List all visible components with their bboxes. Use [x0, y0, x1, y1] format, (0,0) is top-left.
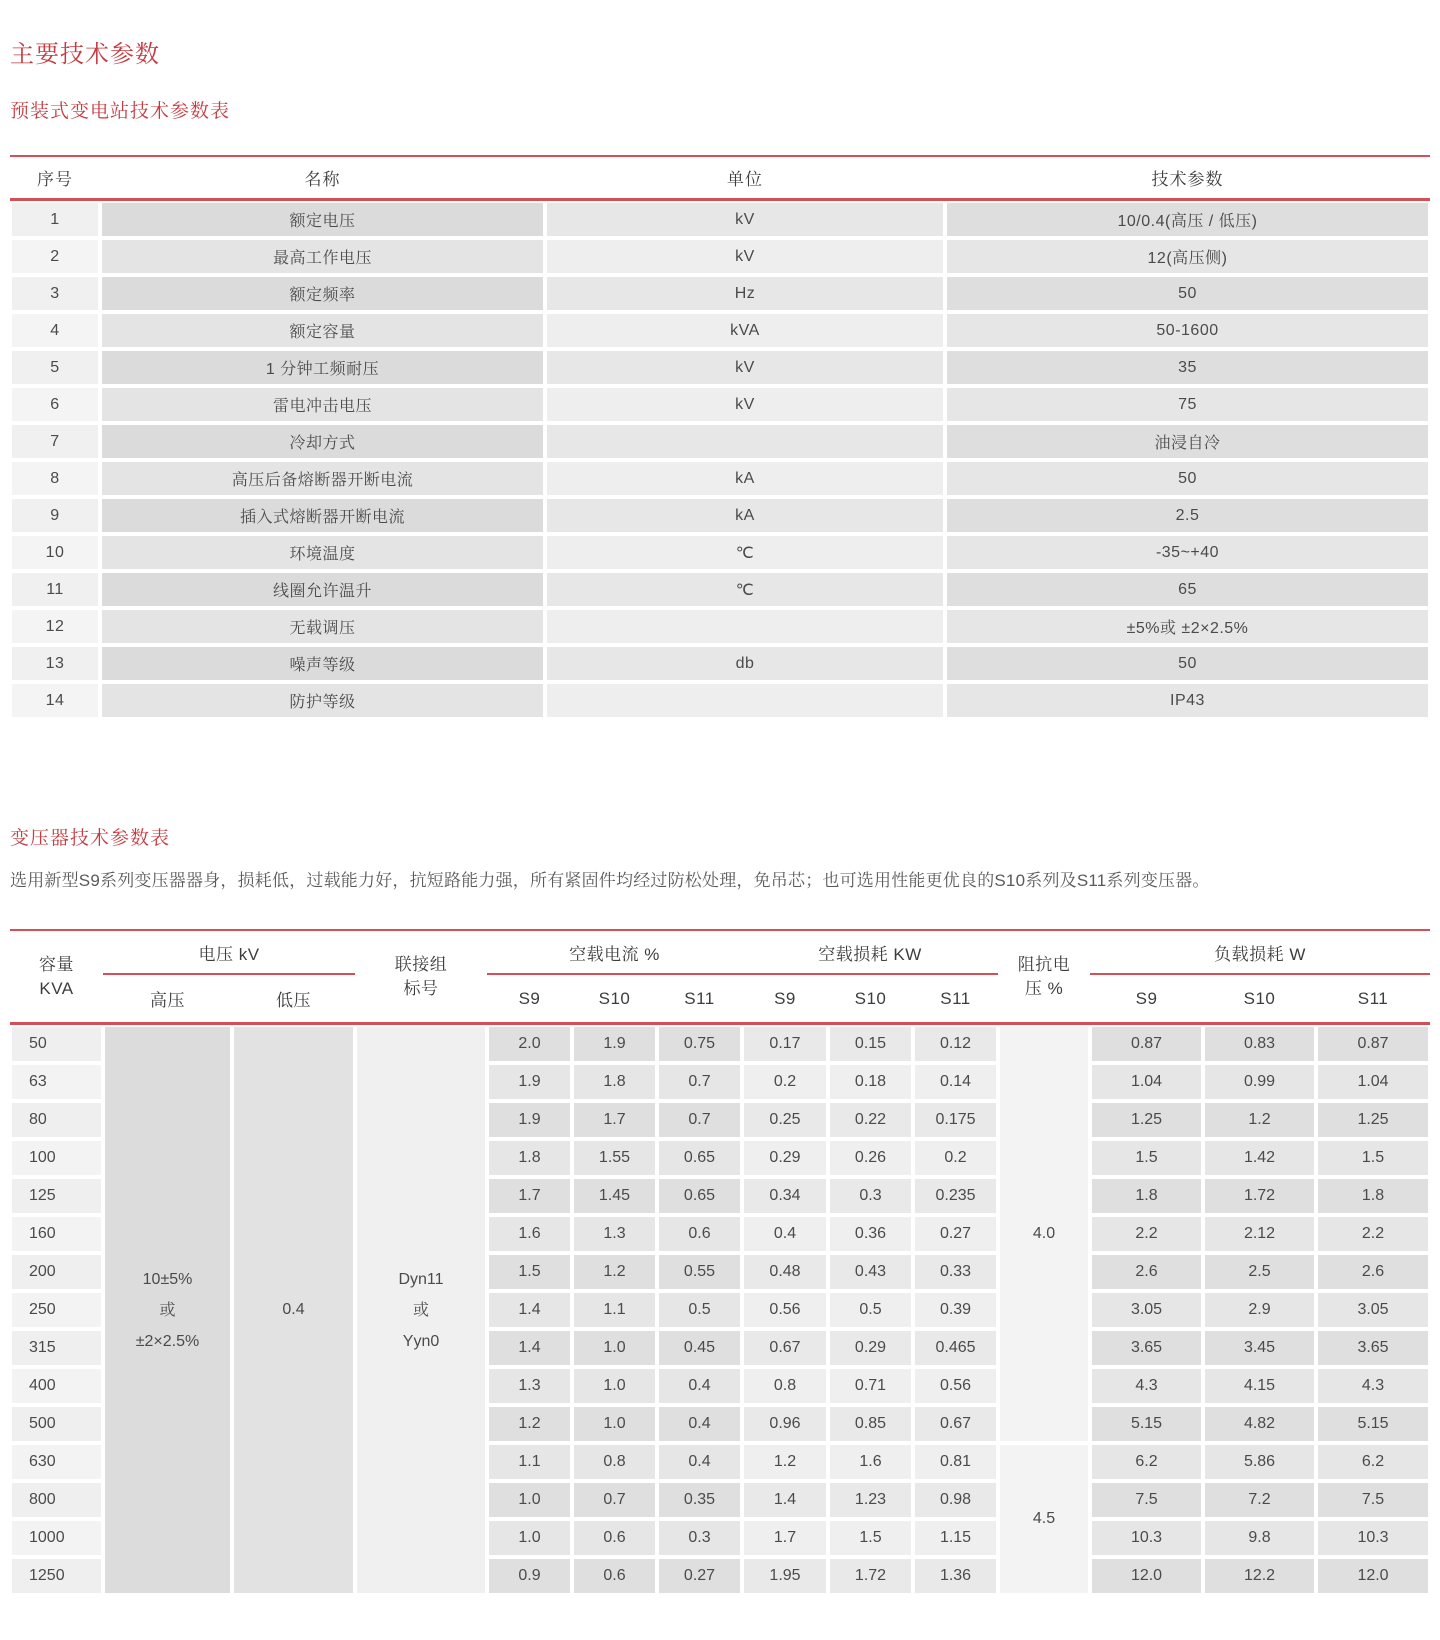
table2-cell-noload-loss-s9: 0.4	[742, 1215, 828, 1253]
table2-cell-capacity: 630	[10, 1443, 103, 1481]
table1-cell-name: 雷电冲击电压	[100, 386, 545, 423]
table1-cell-name: 额定频率	[100, 275, 545, 312]
table2-cell-noload-loss-s10: 0.18	[828, 1063, 913, 1101]
table2-cell-noload-loss-s11: 0.27	[913, 1215, 998, 1253]
table2-cell-noload-current-s10: 0.6	[572, 1557, 657, 1595]
table2-cell-connection-merged-line: 或	[412, 1301, 429, 1319]
table2-cell-noload-current-s9: 1.5	[487, 1253, 572, 1291]
table2-cell-noload-current-s9: 1.7	[487, 1177, 572, 1215]
table2-cell-noload-loss-s9: 0.8	[742, 1367, 828, 1405]
table1-row	[10, 608, 1430, 645]
table2-cell-load-loss-s9: 12.0	[1090, 1557, 1203, 1595]
table1-cell-unit: ℃	[545, 571, 945, 608]
table2-header-nc-s11: S11	[657, 975, 742, 1025]
table2-cell-noload-loss-s11: 0.12	[913, 1025, 998, 1063]
table1-row	[10, 682, 1430, 719]
table1-cell-name: 额定容量	[100, 312, 545, 349]
table2-header-noload-loss-group: 空载损耗 KW	[742, 931, 998, 975]
table2-header-hv: 高压	[103, 975, 232, 1025]
table2-cell-noload-loss-s11: 0.14	[913, 1063, 998, 1101]
table1-row	[10, 645, 1430, 682]
table2-cell-load-loss-s9: 5.15	[1090, 1405, 1203, 1443]
table2-cell-noload-current-s9: 1.9	[487, 1101, 572, 1139]
table2-cell-load-loss-s9: 1.5	[1090, 1139, 1203, 1177]
table2-cell-noload-current-s11: 0.7	[657, 1101, 742, 1139]
table2-cell-noload-loss-s9: 1.7	[742, 1519, 828, 1557]
table2-cell-noload-current-s11: 0.4	[657, 1405, 742, 1443]
table2-cell-noload-current-s10: 1.3	[572, 1215, 657, 1253]
table2-cell-noload-current-s11: 0.4	[657, 1443, 742, 1481]
table2-cell-noload-current-s9: 1.2	[487, 1405, 572, 1443]
table2-header-row-groups	[10, 931, 1430, 975]
table2-cell-load-loss-s10: 1.2	[1203, 1101, 1316, 1139]
table2-cell-noload-current-s11: 0.65	[657, 1177, 742, 1215]
table2-cell-noload-loss-s9: 0.67	[742, 1329, 828, 1367]
table1-cell-unit	[545, 682, 945, 719]
table2-cell-load-loss-s10: 5.86	[1203, 1443, 1316, 1481]
table2-cell-load-loss-s9: 10.3	[1090, 1519, 1203, 1557]
table2-cell-load-loss-s10: 2.5	[1203, 1253, 1316, 1291]
table2-cell-noload-loss-s9: 0.48	[742, 1253, 828, 1291]
table1-cell-unit	[545, 423, 945, 460]
transformer-parameter-table	[10, 931, 1430, 1595]
table2-cell-noload-loss-s11: 0.81	[913, 1443, 998, 1481]
table2-cell-noload-current-s9: 1.3	[487, 1367, 572, 1405]
table1-cell-value: 油浸自冷	[945, 423, 1430, 460]
table1-cell-name: 最高工作电压	[100, 238, 545, 275]
table1-cell-unit: kV	[545, 201, 945, 238]
table2-cell-noload-loss-s10: 0.22	[828, 1101, 913, 1139]
table1-cell-name: 环境温度	[100, 534, 545, 571]
table1-cell-name: 冷却方式	[100, 423, 545, 460]
table1-cell-name: 插入式熔断器开断电流	[100, 497, 545, 534]
table2-cell-hv-merged-line: 或	[159, 1301, 176, 1319]
table2-cell-hv-merged	[103, 1025, 232, 1595]
table1-title: 预装式变电站技术参数表	[10, 101, 231, 122]
table2-cell-load-loss-s10: 12.2	[1203, 1557, 1316, 1595]
table2-cell-capacity: 315	[10, 1329, 103, 1367]
table1-row	[10, 497, 1430, 534]
table2-cell-load-loss-s9: 2.6	[1090, 1253, 1203, 1291]
table2-cell-impedance-b: 4.5	[998, 1443, 1090, 1595]
table2-cell-load-loss-s11: 7.5	[1316, 1481, 1430, 1519]
table2-cell-noload-current-s10: 1.0	[572, 1329, 657, 1367]
connection-label-line1: 联接组	[394, 954, 448, 974]
table1-cell-unit: ℃	[545, 534, 945, 571]
table2-header-row-sub	[10, 975, 1430, 1025]
table2-title: 变压器技术参数表	[10, 828, 171, 849]
table2-cell-noload-loss-s9: 0.17	[742, 1025, 828, 1063]
table2-cell-load-loss-s9: 1.8	[1090, 1177, 1203, 1215]
table2-cell-noload-loss-s11: 0.235	[913, 1177, 998, 1215]
table2-cell-noload-loss-s11: 0.98	[913, 1481, 998, 1519]
table1-cell-no: 6	[10, 386, 100, 423]
table1-cell-no: 5	[10, 349, 100, 386]
table1-cell-value: 65	[945, 571, 1430, 608]
table2-header-load-loss-group: 负载损耗 W	[1090, 931, 1430, 975]
table2-header-nc-s10: S10	[572, 975, 657, 1025]
table2-cell-noload-current-s11: 0.7	[657, 1063, 742, 1101]
table1-row	[10, 238, 1430, 275]
table2-cell-noload-loss-s9: 0.34	[742, 1177, 828, 1215]
table2-cell-load-loss-s9: 3.65	[1090, 1329, 1203, 1367]
table2-header-ll-s10: S10	[1203, 975, 1316, 1025]
table2-cell-capacity: 80	[10, 1101, 103, 1139]
table1-cell-name: 噪声等级	[100, 645, 545, 682]
table2-cell-capacity: 160	[10, 1215, 103, 1253]
substation-parameter-table	[10, 157, 1430, 719]
table1-cell-no: 10	[10, 534, 100, 571]
table1-cell-value: 50	[945, 645, 1430, 682]
table2-header-connection	[355, 931, 487, 1025]
table2-cell-noload-loss-s10: 0.3	[828, 1177, 913, 1215]
table2-header-impedance	[998, 931, 1090, 1025]
table2-cell-load-loss-s11: 1.8	[1316, 1177, 1430, 1215]
table2-cell-noload-current-s9: 1.9	[487, 1063, 572, 1101]
table1-header-name: 名称	[100, 157, 545, 201]
table2-cell-hv-merged-line: ±2×2.5%	[135, 1332, 200, 1350]
table2-cell-noload-loss-s10: 0.15	[828, 1025, 913, 1063]
table2-cell-load-loss-s10: 1.72	[1203, 1177, 1316, 1215]
table2-cell-load-loss-s11: 3.65	[1316, 1329, 1430, 1367]
table2-cell-noload-loss-s11: 0.175	[913, 1101, 998, 1139]
table1-cell-unit: kV	[545, 386, 945, 423]
transformer-description: 选用新型S9系列变压器器身，损耗低，过载能力好，抗短路能力强，所有紧固件均经过防松处理，免吊芯；也可选用性能更优良的S10系列及S11系列变压器。	[10, 871, 1210, 890]
table2-cell-noload-loss-s10: 1.23	[828, 1481, 913, 1519]
capacity-label-line2: KVA	[39, 978, 74, 998]
table1-cell-value: 50	[945, 275, 1430, 312]
table2-cell-load-loss-s11: 6.2	[1316, 1443, 1430, 1481]
table2-cell-impedance-a: 4.0	[998, 1025, 1090, 1443]
table2-cell-load-loss-s10: 4.15	[1203, 1367, 1316, 1405]
table1-row	[10, 534, 1430, 571]
table2-cell-noload-current-s10: 0.6	[572, 1519, 657, 1557]
table2-cell-noload-current-s11: 0.65	[657, 1139, 742, 1177]
table2-header-nl-s11: S11	[913, 975, 998, 1025]
table2-cell-load-loss-s11: 12.0	[1316, 1557, 1430, 1595]
table2-cell-load-loss-s10: 2.12	[1203, 1215, 1316, 1253]
table2-header-capacity	[10, 931, 103, 1025]
table2-cell-capacity: 500	[10, 1405, 103, 1443]
table2-cell-capacity: 400	[10, 1367, 103, 1405]
table2-cell-load-loss-s9: 4.3	[1090, 1367, 1203, 1405]
table2-cell-noload-loss-s9: 0.96	[742, 1405, 828, 1443]
table2-cell-hv-merged-line: 10±5%	[142, 1270, 193, 1288]
table2-cell-noload-current-s11: 0.55	[657, 1253, 742, 1291]
table2-cell-load-loss-s10: 9.8	[1203, 1519, 1316, 1557]
table2-cell-noload-loss-s11: 1.36	[913, 1557, 998, 1595]
table2-cell-noload-loss-s11: 0.2	[913, 1139, 998, 1177]
table2-cell-noload-loss-s9: 0.56	[742, 1291, 828, 1329]
table1-cell-value: 75	[945, 386, 1430, 423]
table2-cell-noload-loss-s10: 0.26	[828, 1139, 913, 1177]
table2-cell-load-loss-s11: 3.05	[1316, 1291, 1430, 1329]
table1-row	[10, 275, 1430, 312]
table2-cell-load-loss-s9: 0.87	[1090, 1025, 1203, 1063]
table1-cell-name: 额定电压	[100, 201, 545, 238]
table1-header-no: 序号	[10, 157, 100, 201]
table2-cell-noload-current-s11: 0.3	[657, 1519, 742, 1557]
table2-cell-capacity: 250	[10, 1291, 103, 1329]
table2-cell-load-loss-s10: 0.99	[1203, 1063, 1316, 1101]
table1-cell-unit: kA	[545, 460, 945, 497]
table2-header-lv: 低压	[232, 975, 355, 1025]
substation-parameter-table-block	[10, 155, 1430, 719]
table2-cell-noload-current-s10: 1.45	[572, 1177, 657, 1215]
table2-cell-capacity: 800	[10, 1481, 103, 1519]
table1-cell-value: 2.5	[945, 497, 1430, 534]
table2-cell-noload-current-s9: 1.6	[487, 1215, 572, 1253]
table2-cell-noload-loss-s11: 0.33	[913, 1253, 998, 1291]
table2-header-nl-s9: S9	[742, 975, 828, 1025]
table1-cell-value: ±5%或 ±2×2.5%	[945, 608, 1430, 645]
transformer-parameter-table-block	[10, 929, 1430, 1595]
page-title: 主要技术参数	[10, 41, 160, 68]
table2-row	[10, 1025, 1430, 1063]
connection-label-line2: 标号	[403, 978, 439, 998]
table2-cell-noload-current-s11: 0.35	[657, 1481, 742, 1519]
table2-cell-noload-current-s11: 0.45	[657, 1329, 742, 1367]
table2-cell-noload-loss-s9: 0.2	[742, 1063, 828, 1101]
table2-cell-noload-current-s11: 0.27	[657, 1557, 742, 1595]
table2-cell-noload-loss-s9: 0.25	[742, 1101, 828, 1139]
table2-cell-noload-loss-s10: 0.43	[828, 1253, 913, 1291]
table1-row	[10, 201, 1430, 238]
table2-cell-noload-current-s10: 1.7	[572, 1101, 657, 1139]
table1-row	[10, 423, 1430, 460]
table2-cell-noload-loss-s10: 0.29	[828, 1329, 913, 1367]
table2-cell-noload-current-s9: 1.0	[487, 1519, 572, 1557]
table1-cell-no: 12	[10, 608, 100, 645]
table1-header-row	[10, 157, 1430, 201]
table2-cell-load-loss-s11: 4.3	[1316, 1367, 1430, 1405]
table1-cell-no: 2	[10, 238, 100, 275]
table2-cell-load-loss-s9: 1.04	[1090, 1063, 1203, 1101]
table2-cell-load-loss-s10: 1.42	[1203, 1139, 1316, 1177]
table1-cell-value: -35~+40	[945, 534, 1430, 571]
table1-cell-name: 无载调压	[100, 608, 545, 645]
table2-header-nc-s9: S9	[487, 975, 572, 1025]
table2-cell-noload-loss-s9: 1.95	[742, 1557, 828, 1595]
table1-cell-unit: kVA	[545, 312, 945, 349]
table1-cell-no: 8	[10, 460, 100, 497]
table1-cell-value: 50	[945, 460, 1430, 497]
table2-cell-noload-current-s9: 1.0	[487, 1481, 572, 1519]
table2-cell-noload-current-s10: 1.55	[572, 1139, 657, 1177]
table1-cell-no: 3	[10, 275, 100, 312]
table2-cell-noload-current-s9: 1.8	[487, 1139, 572, 1177]
table2-header-voltage-group: 电压 kV	[103, 931, 355, 975]
table2-cell-capacity: 63	[10, 1063, 103, 1101]
table2-cell-noload-loss-s11: 0.67	[913, 1405, 998, 1443]
table1-cell-no: 4	[10, 312, 100, 349]
table1-cell-unit: kV	[545, 238, 945, 275]
table2-cell-noload-current-s10: 1.8	[572, 1063, 657, 1101]
table1-cell-value: 35	[945, 349, 1430, 386]
table1-cell-name: 防护等级	[100, 682, 545, 719]
table2-cell-load-loss-s9: 1.25	[1090, 1101, 1203, 1139]
table2-cell-noload-current-s11: 0.6	[657, 1215, 742, 1253]
table1-header-value: 技术参数	[945, 157, 1430, 201]
table2-cell-connection-merged	[355, 1025, 487, 1595]
table1-cell-unit: kV	[545, 349, 945, 386]
table2-cell-load-loss-s10: 2.9	[1203, 1291, 1316, 1329]
table1-row	[10, 386, 1430, 423]
table1-cell-name: 线圈允许温升	[100, 571, 545, 608]
table2-cell-capacity: 200	[10, 1253, 103, 1291]
capacity-label-line1: 容量	[39, 954, 74, 974]
table2-cell-capacity: 1000	[10, 1519, 103, 1557]
table1-cell-unit: db	[545, 645, 945, 682]
table2-cell-noload-current-s9: 0.9	[487, 1557, 572, 1595]
table2-cell-noload-current-s9: 1.1	[487, 1443, 572, 1481]
table1-cell-value: IP43	[945, 682, 1430, 719]
table1-cell-unit: Hz	[545, 275, 945, 312]
impedance-label-line2: 压 %	[1024, 978, 1064, 998]
table2-cell-noload-current-s9: 1.4	[487, 1291, 572, 1329]
table2-cell-load-loss-s10: 4.82	[1203, 1405, 1316, 1443]
table2-cell-noload-loss-s10: 1.6	[828, 1443, 913, 1481]
table2-cell-capacity: 100	[10, 1139, 103, 1177]
table2-cell-noload-loss-s10: 0.5	[828, 1291, 913, 1329]
impedance-label-line1: 阻抗电	[1017, 954, 1071, 974]
table2-cell-load-loss-s11: 2.2	[1316, 1215, 1430, 1253]
table1-cell-unit	[545, 608, 945, 645]
table2-cell-capacity: 50	[10, 1025, 103, 1063]
table2-cell-noload-loss-s11: 1.15	[913, 1519, 998, 1557]
table1-cell-value: 10/0.4(高压 / 低压)	[945, 201, 1430, 238]
table1-row	[10, 571, 1430, 608]
table2-cell-noload-current-s11: 0.5	[657, 1291, 742, 1329]
table2-cell-connection-merged-line: Dyn11	[398, 1270, 444, 1288]
table2-cell-noload-loss-s9: 1.2	[742, 1443, 828, 1481]
table1-cell-no: 1	[10, 201, 100, 238]
table1-row	[10, 349, 1430, 386]
table1-row	[10, 312, 1430, 349]
table1-cell-no: 7	[10, 423, 100, 460]
table2-cell-noload-loss-s10: 0.36	[828, 1215, 913, 1253]
table2-header-ll-s11: S11	[1316, 975, 1430, 1025]
table1-cell-no: 14	[10, 682, 100, 719]
table2-cell-load-loss-s11: 1.25	[1316, 1101, 1430, 1139]
table2-header-noload-current-group: 空载电流 %	[487, 931, 742, 975]
table1-cell-no: 11	[10, 571, 100, 608]
table1-cell-value: 12(高压侧)	[945, 238, 1430, 275]
table2-cell-capacity: 125	[10, 1177, 103, 1215]
table2-cell-lv-merged: 0.4	[232, 1025, 355, 1595]
table2-cell-noload-loss-s10: 1.72	[828, 1557, 913, 1595]
table2-cell-noload-current-s11: 0.4	[657, 1367, 742, 1405]
table2-cell-load-loss-s9: 7.5	[1090, 1481, 1203, 1519]
table1-cell-unit: kA	[545, 497, 945, 534]
table1-cell-name: 高压后备熔断器开断电流	[100, 460, 545, 497]
table2-cell-load-loss-s11: 1.5	[1316, 1139, 1430, 1177]
table2-cell-load-loss-s11: 1.04	[1316, 1063, 1430, 1101]
table2-cell-load-loss-s9: 3.05	[1090, 1291, 1203, 1329]
table1-cell-value: 50-1600	[945, 312, 1430, 349]
table2-cell-noload-current-s10: 1.2	[572, 1253, 657, 1291]
table2-cell-noload-loss-s11: 0.39	[913, 1291, 998, 1329]
table2-cell-capacity: 1250	[10, 1557, 103, 1595]
table1-cell-name: 1 分钟工频耐压	[100, 349, 545, 386]
table2-cell-load-loss-s11: 10.3	[1316, 1519, 1430, 1557]
table2-cell-noload-current-s10: 1.1	[572, 1291, 657, 1329]
table1-cell-no: 13	[10, 645, 100, 682]
table2-cell-noload-loss-s9: 0.29	[742, 1139, 828, 1177]
table2-cell-noload-current-s10: 0.8	[572, 1443, 657, 1481]
table2-cell-noload-loss-s10: 1.5	[828, 1519, 913, 1557]
table2-cell-load-loss-s10: 0.83	[1203, 1025, 1316, 1063]
table2-cell-load-loss-s11: 5.15	[1316, 1405, 1430, 1443]
table2-header-ll-s9: S9	[1090, 975, 1203, 1025]
table2-cell-noload-current-s11: 0.75	[657, 1025, 742, 1063]
table2-cell-load-loss-s11: 0.87	[1316, 1025, 1430, 1063]
table2-cell-load-loss-s9: 2.2	[1090, 1215, 1203, 1253]
table2-cell-load-loss-s10: 7.2	[1203, 1481, 1316, 1519]
table2-cell-noload-current-s10: 1.9	[572, 1025, 657, 1063]
table1-header-unit: 单位	[545, 157, 945, 201]
table2-cell-noload-loss-s11: 0.465	[913, 1329, 998, 1367]
table2-cell-load-loss-s9: 6.2	[1090, 1443, 1203, 1481]
table2-cell-noload-current-s10: 1.0	[572, 1367, 657, 1405]
table2-header-nl-s10: S10	[828, 975, 913, 1025]
table2-cell-noload-current-s9: 1.4	[487, 1329, 572, 1367]
table2-cell-connection-merged-line: Yyn0	[402, 1332, 440, 1350]
table1-row	[10, 460, 1430, 497]
table2-cell-load-loss-s11: 2.6	[1316, 1253, 1430, 1291]
table2-cell-load-loss-s10: 3.45	[1203, 1329, 1316, 1367]
table1-cell-no: 9	[10, 497, 100, 534]
table2-cell-noload-loss-s10: 0.85	[828, 1405, 913, 1443]
table2-cell-noload-current-s10: 1.0	[572, 1405, 657, 1443]
table2-cell-noload-loss-s9: 1.4	[742, 1481, 828, 1519]
table2-cell-noload-current-s10: 0.7	[572, 1481, 657, 1519]
table2-cell-noload-loss-s11: 0.56	[913, 1367, 998, 1405]
table2-cell-noload-current-s9: 2.0	[487, 1025, 572, 1063]
table2-cell-noload-loss-s10: 0.71	[828, 1367, 913, 1405]
